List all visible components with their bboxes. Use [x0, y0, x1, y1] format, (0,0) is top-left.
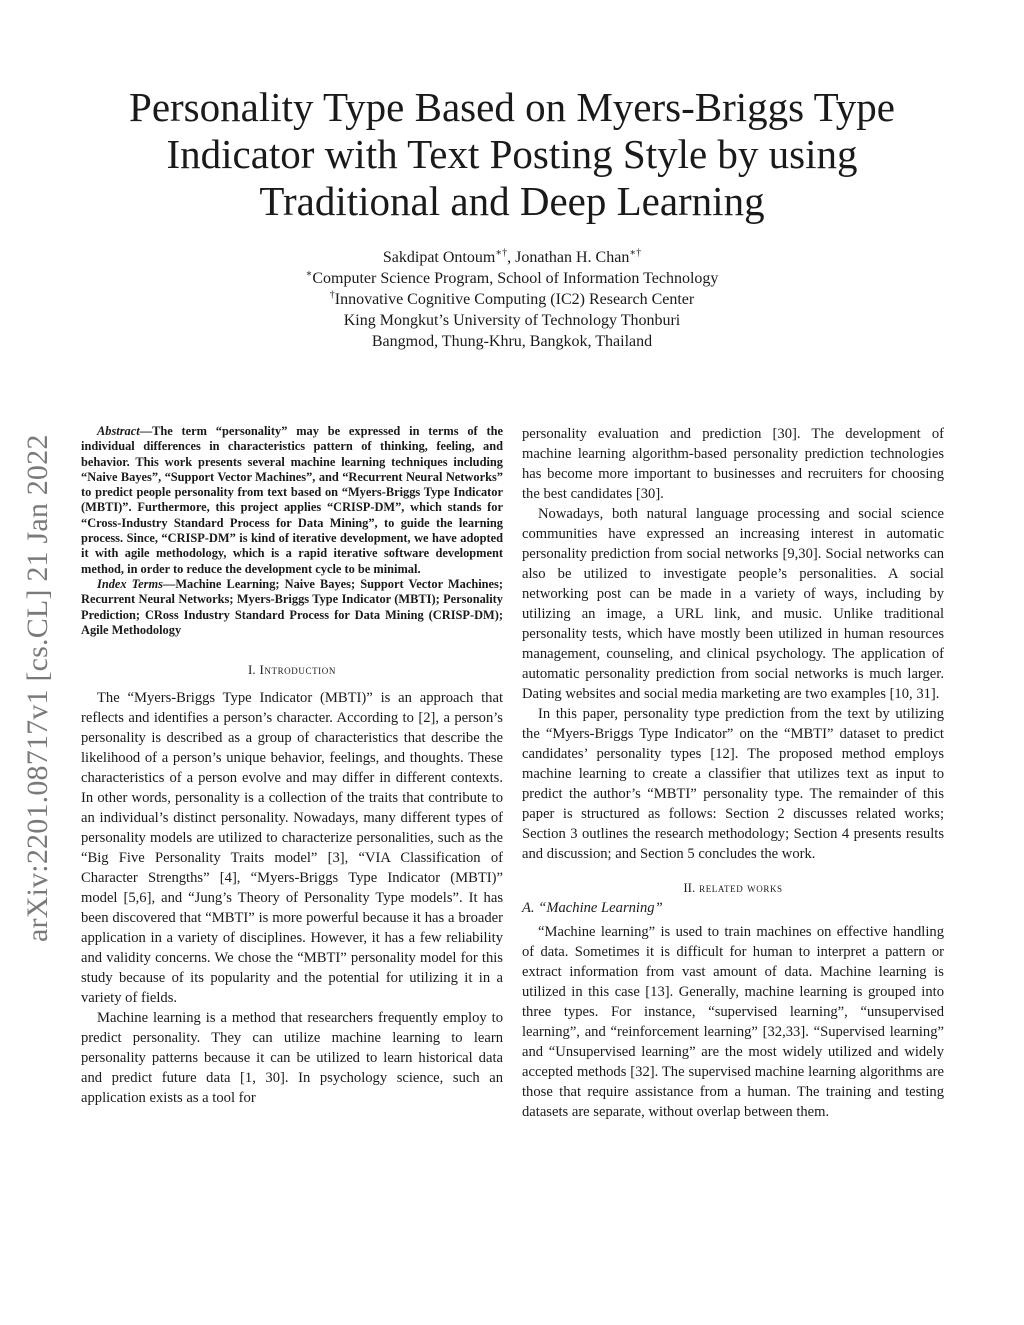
section-heading-related-works	[522, 878, 944, 898]
section-title: Introduction	[259, 662, 336, 678]
affiliation-mark: †	[329, 289, 335, 301]
body-paragraph: personality evaluation and prediction [30]. The development of machine learning algorithm-based personality prediction technologies has become more important to businesses and recruiters for choosing the best candidates [30].	[522, 426, 944, 502]
author-name-1: Sakdipat Ontoum	[382, 249, 496, 266]
affiliation-mark: ∗	[305, 268, 313, 280]
left-column	[81, 424, 503, 1108]
subsection-heading	[522, 898, 944, 918]
section-number: II.	[683, 880, 696, 895]
index-terms	[81, 577, 503, 638]
author-marks-1: ∗†	[495, 247, 508, 259]
title-line: Traditional and Deep Learning	[259, 178, 765, 224]
affiliation-text: Innovative Cognitive Computing (IC2) Research Center	[334, 291, 695, 308]
affiliation-text: Computer Science Program, School of Information Technology	[312, 270, 719, 287]
affiliation-line	[212, 268, 812, 289]
right-column	[522, 424, 944, 1122]
index-terms-label: Index Terms	[97, 576, 163, 591]
affiliation-line: King Mongkut’s University of Technology Thonburi	[343, 312, 681, 329]
body-paragraph: Machine learning is a method that researchers frequently employ to predict personality. They can utilize machine learning to learn personality patterns because it can be utilized to learn historical data and predict future data [1, 30]. In psychology science, such an application exists as a tool for	[81, 1010, 503, 1107]
subsection-label: A.	[522, 900, 535, 916]
abstract-paragraph	[81, 424, 503, 577]
author-marks-2: ∗†	[629, 247, 642, 259]
abstract	[81, 424, 503, 638]
abstract-label: Abstract	[97, 424, 140, 438]
affiliation-line: Bangmod, Thung-Khru, Bangkok, Thailand	[371, 333, 653, 350]
arxiv-identifier-stamp[interactable]: arXiv:2201.08717v1 [cs.CL] 21 Jan 2022	[21, 434, 54, 942]
body-paragraph: In this paper, personality type prediction from the text by utilizing the “Myers-Briggs Type Indicator” on the “MBTI” dataset to predict candidates’ personality types [12]. The proposed method employs machine learning to create a classifier that utilizes text as input to predict the author’s “MBTI” personality type. The remainder of this paper is structured as follows: Section 2 discusses related works; Section 3 outlines the research methodology; Section 4 presents results and discussion; and Section 5 concludes the work.	[522, 706, 944, 862]
section-title: related works	[699, 880, 783, 895]
paper-title	[112, 84, 912, 225]
body-paragraph: The “Myers-Briggs Type Indicator (MBTI)” is an approach that reflects and identifies a person’s character. According to [2], a person’s personality is described as a group of characteristics that describe the likelihood of a person’s unique behavior, feelings, and thoughts. These characteristics of a person evolve and may differ in different contexts. In other words, personality is a collection of the traits that contribute to an individual’s distinct personality. Nowadays, many different types of personality models are utilized to characterize personalities, such as the “Big Five Personality Traits model” [3], “VIA Classification of Character Strengths” [4], “Myers-Briggs Type Indicator (MBTI)” model [5,6], and “Jung’s Theory of Personality Type models”. It has been discovered that “MBTI” is more powerful because it has a broader application in a variety of disciplines. However, it has a few reliability and validity concerns. We chose the “MBTI” personality model for this study because of its popularity and the potential for utilizing it in a variety of fields.	[81, 690, 503, 1007]
title-line: Personality Type Based on Myers-Briggs Type	[129, 84, 895, 130]
subsection-title: “Machine Learning”	[538, 900, 663, 916]
affiliation-line	[212, 289, 812, 310]
section-number: I.	[248, 662, 256, 678]
index-terms-text: —Machine Learning; Naive Bayes; Support Vector Machines; Recurrent Neural Networks; Myers-Briggs Type Indicator (MBTI); Personality Prediction; CRoss Industry Standard Process for Data Mining (CRISP-DM); Agile Methodology	[81, 576, 504, 637]
body-paragraph: “Machine learning” is used to train machines on effective handling of data. Sometimes it is difficult for human to interpret a pattern or extract information from vast amount of data. Machine learning is utilized in this case [13]. Generally, machine learning is grouped into three types. For instance, “supervised learning”, “unsupervised learning”, and “reinforcement learning” [32,33]. “Supervised learning” and “Unsupervised learning” are the most widely utilized and widely accepted methods [32]. The supervised machine learning algorithms are those that require assistance from a human. The training and testing datasets are separate, without overlap between them.	[522, 924, 944, 1120]
author-name-2: , Jonathan H. Chan	[507, 249, 630, 266]
body-paragraph: Nowadays, both natural language processing and social science communities have expressed an increasing interest in automatic personality prediction from social networks [9,30]. Social networks can also be utilized to investigate people’s personalities. A social networking post can be made in a variety of ways, including by utilizing an image, a URL link, and music. Unlike traditional personality tests, which have mostly been utilized in human resources management, counseling, and clinical psychology. The application of automatic personality prediction from social networks is much larger. Dating websites and social media marketing are two examples [10, 31].	[522, 506, 944, 702]
section-heading-introduction	[81, 660, 503, 680]
author-names	[212, 247, 812, 268]
author-block	[212, 247, 812, 352]
title-line: Indicator with Text Posting Style by using	[166, 131, 858, 177]
abstract-text: —The term “personality” may be expressed in terms of the individual differences in characteristics pattern of thinking, feeling, and behavior. This work presents several machine learning techniques including “Naive Bayes”, “Support Vector Machines”, and “Recurrent Neural Networks” to predict people personality from text based on “Myers-Briggs Type Indicator (MBTI)”. Furthermore, this project applies “CRISP-DM”, which stands for “Cross-Industry Standard Process for Data Mining”, to guide the learning process. Since, “CRISP-DM” is kind of iterative development, we have adopted it with agile methodology, which is a rapid iterative software development method, in order to reduce the development cycle to be minimal.	[81, 424, 503, 576]
